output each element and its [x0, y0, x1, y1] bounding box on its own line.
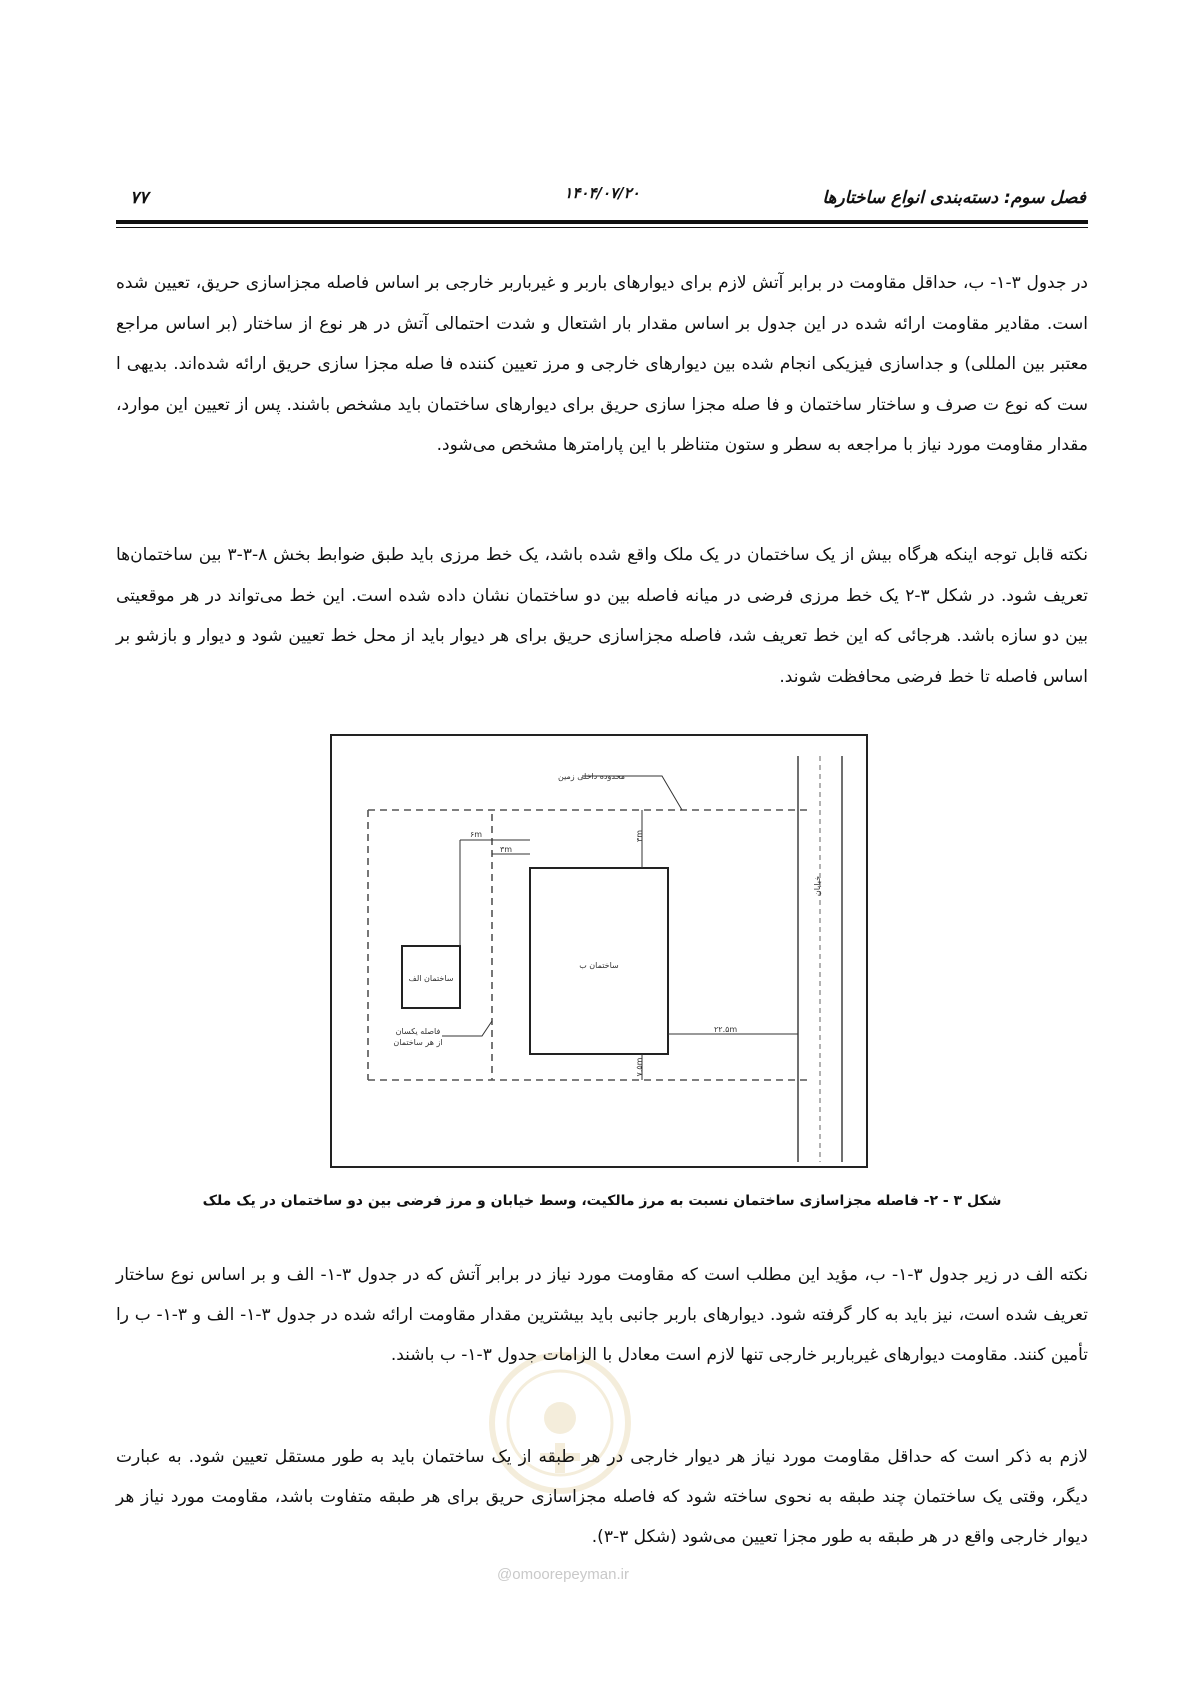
property-limit-label: محدوده داخلی زمین: [558, 772, 626, 781]
header-rule-thin: [116, 227, 1088, 228]
dim-3m-top-label: ۳m: [635, 829, 644, 843]
paragraph-4: لازم به ذکر است که حداقل مقاومت مورد نیاز هر دیوار خارجی در هر طبقه از یک ساختمان باید به طور مستقل تعیین شود. به عبارت دیگر، وقتی یک ساختمان چند طبقه به نحوی ساخته شود که فاصله مجزاسازی حریق برای هر طبقه متفاوت باشد، مقاومت مورد نیاز هر دیوار خارجی واقع در هر طبقه به طور مجزا تعیین می‌شود (شکل ۳-۳).: [116, 1447, 1088, 1547]
property-limit-leader: [582, 776, 682, 810]
paragraph-2: نکته قابل توجه اینکه هرگاه بیش از یک ساختمان در یک ملک واقع شده باشد، یک خط مرزی باید طبق ضوابط بخش ۸-۳-۳ بین ساختمان‌ها تعریف شود. در شکل ۳-۲ یک خط مرزی فرضی در میانه فاصله بین دو ساختمان نشان داده شده است. این خط می‌تواند در هر موقعیتی بین دو سازه باشد. هرجائی که این خط تعریف شد، فاصله مجزاسازی حریق برای هر دیوار باید از محل خط تعیین شود و دیوار و بازشو بر اساس فاصله تا خط فرضی محافظت شوند.: [116, 545, 1089, 687]
header-date: ۱۴۰۴/۰۷/۲۰: [564, 184, 640, 202]
dim-7-5m-label: ۷.۵m: [635, 1057, 644, 1077]
site-plan-diagram: [332, 736, 866, 1166]
street-label: خیابان: [813, 875, 822, 897]
dim-6m-label: ۶m: [470, 830, 483, 839]
paragraph-3: نکته الف در زیر جدول ۳-۱- ب، مؤید این مطلب است که مقاومت مورد نیاز در برابر آتش که در جدول ۳-۱- الف و بر اساس نوع ساختار تعریف شده است، نیز باید به کار گرفته شود. دیوارهای باربر جانبی باید بیشترین مقدار مقاومت ارائه شده در جدول ۳-۱- الف و ۳-۱- ب را تأمین کنند. مقاومت دیوارهای غیرباربر خارجی تنها لازم است معادل با الزامات جدول ۳-۱- ب باشند.: [116, 1265, 1089, 1365]
equal-distance-label-1: فاصله یکسان: [395, 1027, 441, 1036]
building-a-label: ساختمان الف: [408, 974, 454, 983]
equal-distance-leader: [442, 1021, 492, 1036]
page-number: ۷۷: [130, 188, 149, 208]
building-b-label: ساختمان ب: [579, 961, 619, 970]
figure-caption: شکل ۳ - ۲- فاصله مجزاسازی ساختمان نسبت به مرز مالکیت، وسط خیابان و مرز فرضی بین دو ساختمان در یک ملک: [202, 1193, 1002, 1209]
header-rule-thick: [116, 220, 1088, 224]
watermark-site: @omoorepeyman.ir: [497, 1566, 629, 1583]
dim-22-5m-label: ۲۲.۵m: [714, 1025, 738, 1034]
dim-3m-left-label: ۳m: [500, 845, 513, 854]
chapter-title: فصل سوم: دسته‌بندی انواع ساختارها: [822, 188, 1086, 208]
paragraph-1: در جدول ۳-۱- ب، حداقل مقاومت در برابر آتش لازم برای دیوارهای باربر و غیرباربر خارجی بر اساس فاصله مجزاسازی حریق، تعیین شده است. مقادیر مقاومت ارائه شده در این جدول بر اساس مقدار بار اشتعال و شدت احتمالی آتش در هر نوع از ساختار (بر اساس مراجع معتبر بین المللی) و جداسازی فیزیکی انجام شده بین دیوارهای خارجی و مرز تعیین کننده فا صله مجزا سازی حریق ارائه شده‌اند. بدیهی ا ست که نوع ت صرف و ساختار ساختمان و فا صله مجزا سازی حریق برای دیوارهای ساختمان باید مشخص باشند. پس از تعیین این موارد، مقدار مقاومت مورد نیاز با مراجعه به سطر و ستون متناظر با این پارامترها مشخص می‌شود.: [116, 273, 1088, 455]
page-header: [118, 184, 1086, 214]
equal-distance-label-2: از هر ساختمان: [393, 1038, 443, 1047]
figure-3-2: [330, 734, 868, 1168]
